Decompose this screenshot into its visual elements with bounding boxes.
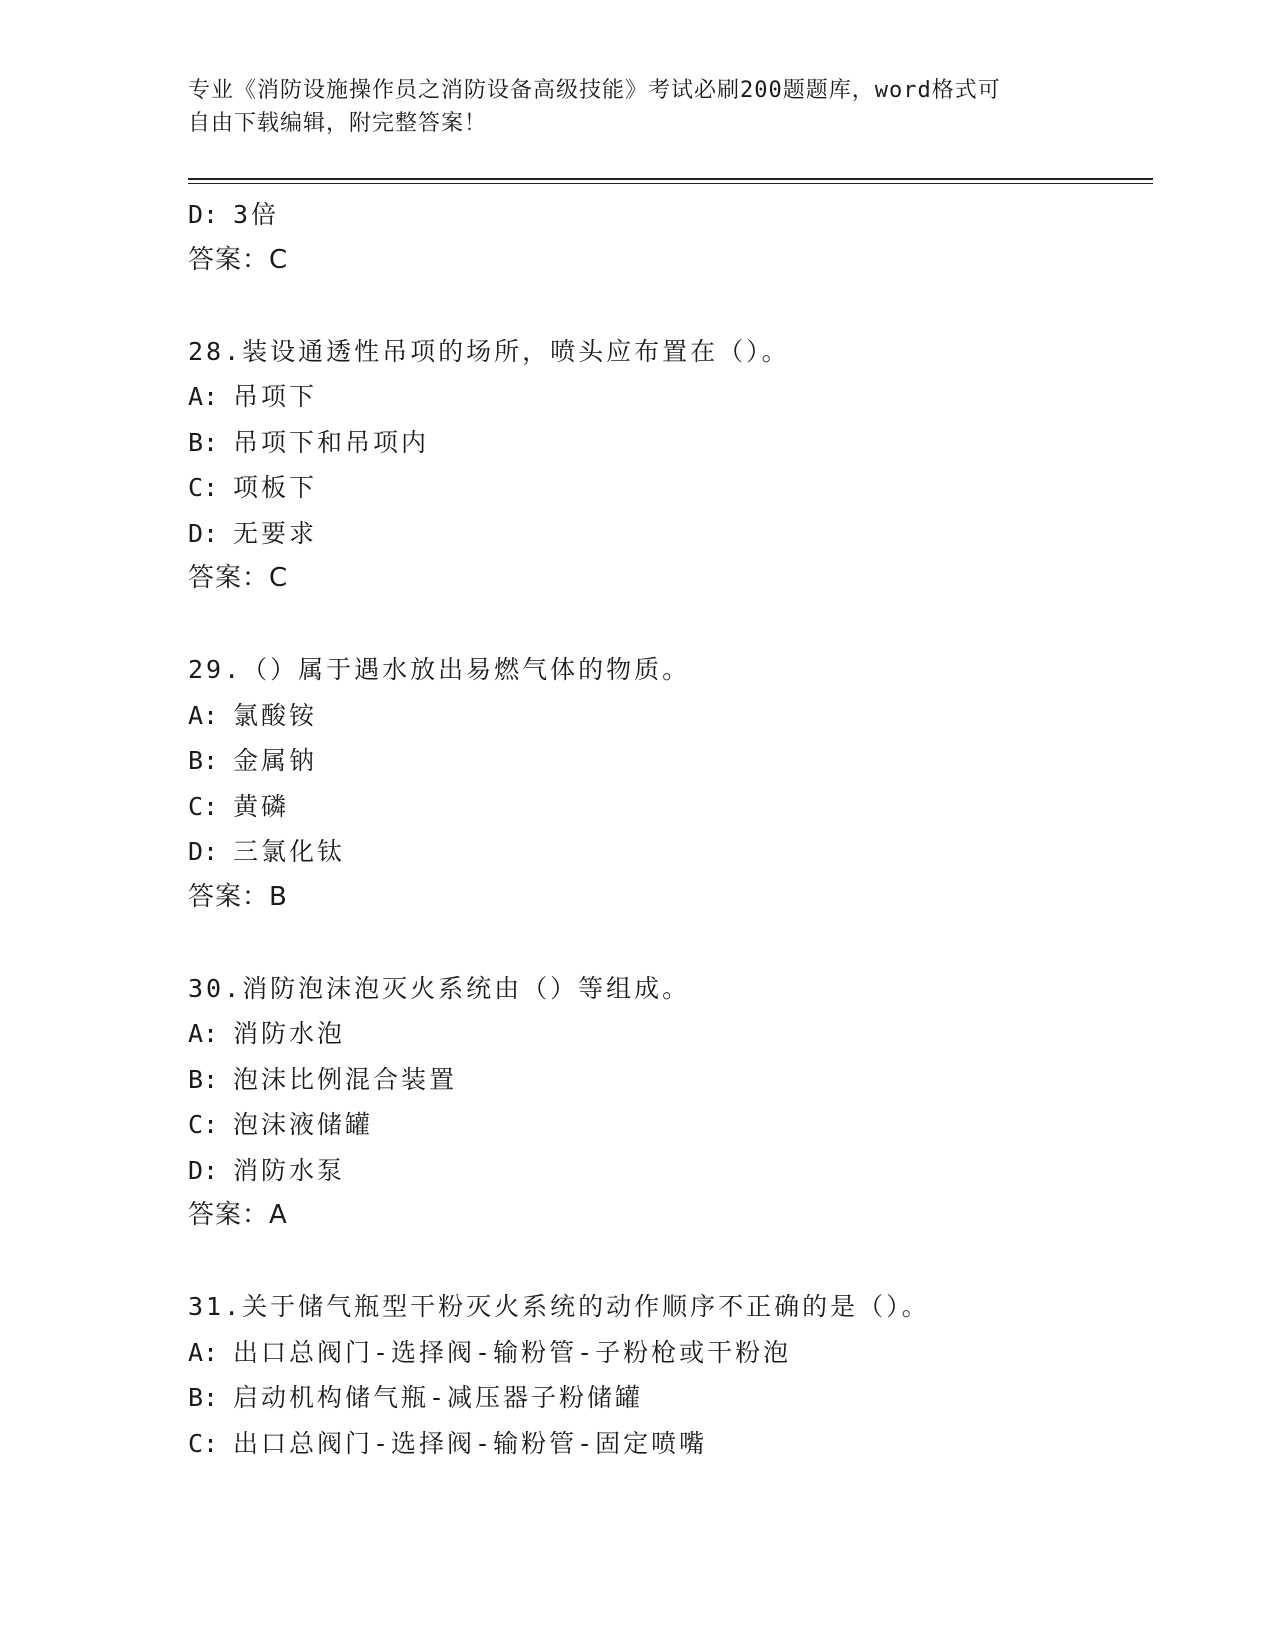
option-text: 3倍 (233, 200, 280, 229)
option-b (188, 1057, 1153, 1103)
option-a (188, 374, 1153, 420)
spacer (188, 283, 1153, 329)
option-letter: A: (188, 1337, 219, 1367)
option-c (188, 784, 1153, 830)
option-text: 三氯化钛 (233, 837, 346, 866)
option-d (188, 829, 1153, 875)
option-letter: C: (188, 1110, 219, 1139)
option-letter: B: (188, 1383, 219, 1412)
option-text: 消防水泡 (233, 1019, 346, 1048)
question-stem: 29.（）属于遇水放出易燃气体的物质。 (188, 655, 691, 684)
option-b (188, 738, 1153, 784)
option-text: 金属钠 (233, 746, 318, 775)
header-divider-thin (188, 183, 1153, 184)
header-divider-thick (188, 178, 1153, 180)
question-list (188, 192, 1153, 1466)
spacer (188, 1239, 1153, 1285)
option-letter: D: (188, 518, 219, 548)
spacer (188, 920, 1153, 966)
option-text: 泡沫比例混合装置 (233, 1064, 458, 1094)
option-text: 无要求 (233, 518, 318, 548)
option-letter: A: (188, 382, 219, 411)
option-letter: C: (188, 473, 219, 502)
answer-line: 答案：B (188, 881, 288, 912)
option-letter: A: (188, 700, 219, 730)
option-c (188, 465, 1153, 511)
option-letter: D: (188, 200, 219, 229)
option-a (188, 693, 1153, 739)
option-b (188, 420, 1153, 466)
option-text: 氯酸铵 (233, 700, 318, 730)
option-letter: C: (188, 791, 219, 821)
option-d (188, 1148, 1153, 1194)
question-stem: 30.消防泡沫泡灭火系统由（）等组成。 (188, 973, 691, 1003)
option-c (188, 1102, 1153, 1148)
option-text: 出口总阀门-选择阀-输粉管-固定喷嘴 (233, 1428, 708, 1458)
question-stem: 28.装设通透性吊项的场所，喷头应布置在（）。 (188, 336, 790, 366)
option-letter: D: (188, 837, 219, 866)
option-letter: C: (188, 1428, 219, 1458)
spacer (188, 602, 1153, 648)
option-text: 出口总阀门-选择阀-输粉管-子粉枪或干粉泡 (233, 1337, 792, 1367)
header-line-2: 自由下载编辑，附完整答案！ (188, 111, 488, 136)
option-text: 泡沫液储罐 (233, 1110, 374, 1139)
option-d (188, 511, 1153, 557)
option-d (188, 192, 1153, 238)
option-letter: B: (188, 1064, 219, 1094)
option-text: 启动机构储气瓶-减压器子粉储罐 (233, 1383, 644, 1412)
option-a (188, 1011, 1153, 1057)
option-letter: B: (188, 427, 219, 457)
answer-line: 答案：C (188, 563, 289, 593)
option-text: 黄磷 (233, 791, 290, 821)
header-line-1: 专业《消防设施操作员之消防设备高级技能》考试必刷200题题库，word格式可 (188, 78, 1001, 103)
option-c (188, 1421, 1153, 1467)
option-b (188, 1375, 1153, 1421)
option-letter: B: (188, 746, 219, 775)
option-text: 消防水泵 (233, 1155, 346, 1185)
option-a (188, 1330, 1153, 1376)
document-header (188, 74, 1088, 140)
question-stem: 31.关于储气瓶型干粉灭火系统的动作顺序不正确的是（）。 (188, 1292, 930, 1321)
option-text: 项板下 (233, 473, 318, 502)
option-letter: D: (188, 1155, 219, 1185)
answer-line: 答案：A (188, 1200, 288, 1230)
option-text: 吊项下和吊项内 (233, 427, 430, 457)
option-text: 吊项下 (233, 382, 318, 411)
option-letter: A: (188, 1019, 219, 1048)
answer-line: 答案：C (188, 244, 289, 275)
